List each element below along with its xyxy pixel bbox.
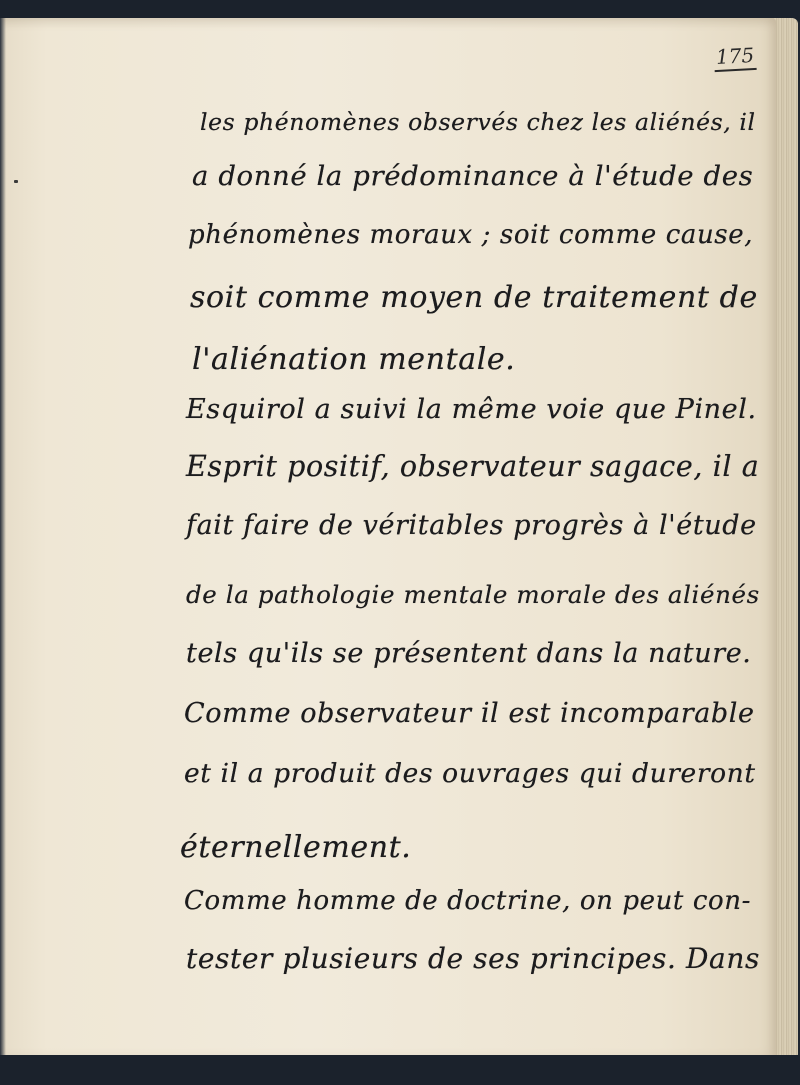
manuscript-line-1: les phénomènes observés chez les aliénés, il (200, 108, 756, 136)
manuscript-line-7: Esprit positif, observateur sagace, il a (186, 450, 760, 483)
manuscript-line-9: de la pathologie mentale morale des aliénés (186, 580, 760, 609)
manuscript-line-15: tester plusieurs de ses principes. Dans (186, 942, 760, 975)
manuscript-line-11: Comme observateur il est incomparable (184, 698, 755, 729)
manuscript-line-6: Esquirol a suivi la même voie que Pinel. (186, 394, 757, 425)
book-gutter-shadow (0, 18, 6, 1058)
manuscript-line-8: fait faire de véritables progrès à l'étude (186, 510, 757, 541)
page-number: 175 (713, 43, 757, 72)
manuscript-line-14: Comme homme de doctrine, on peut con- (184, 886, 751, 916)
manuscript-line-12: et il a produit des ouvrages qui dureront (184, 758, 756, 789)
manuscript-line-3: phénomènes moraux ; soit comme cause, (188, 220, 754, 250)
manuscript-line-10: tels qu'ils se présentent dans la nature. (186, 638, 752, 669)
manuscript-line-13: éternellement. (180, 830, 412, 865)
margin-mark (14, 180, 18, 183)
manuscript-line-5: l'aliénation mentale. (192, 342, 516, 377)
manuscript-line-4: soit comme moyen de traitement de (190, 280, 758, 315)
scanner-frame-bottom (0, 1055, 800, 1085)
manuscript-line-2: a donné la prédominance à l'étude des (192, 160, 754, 192)
